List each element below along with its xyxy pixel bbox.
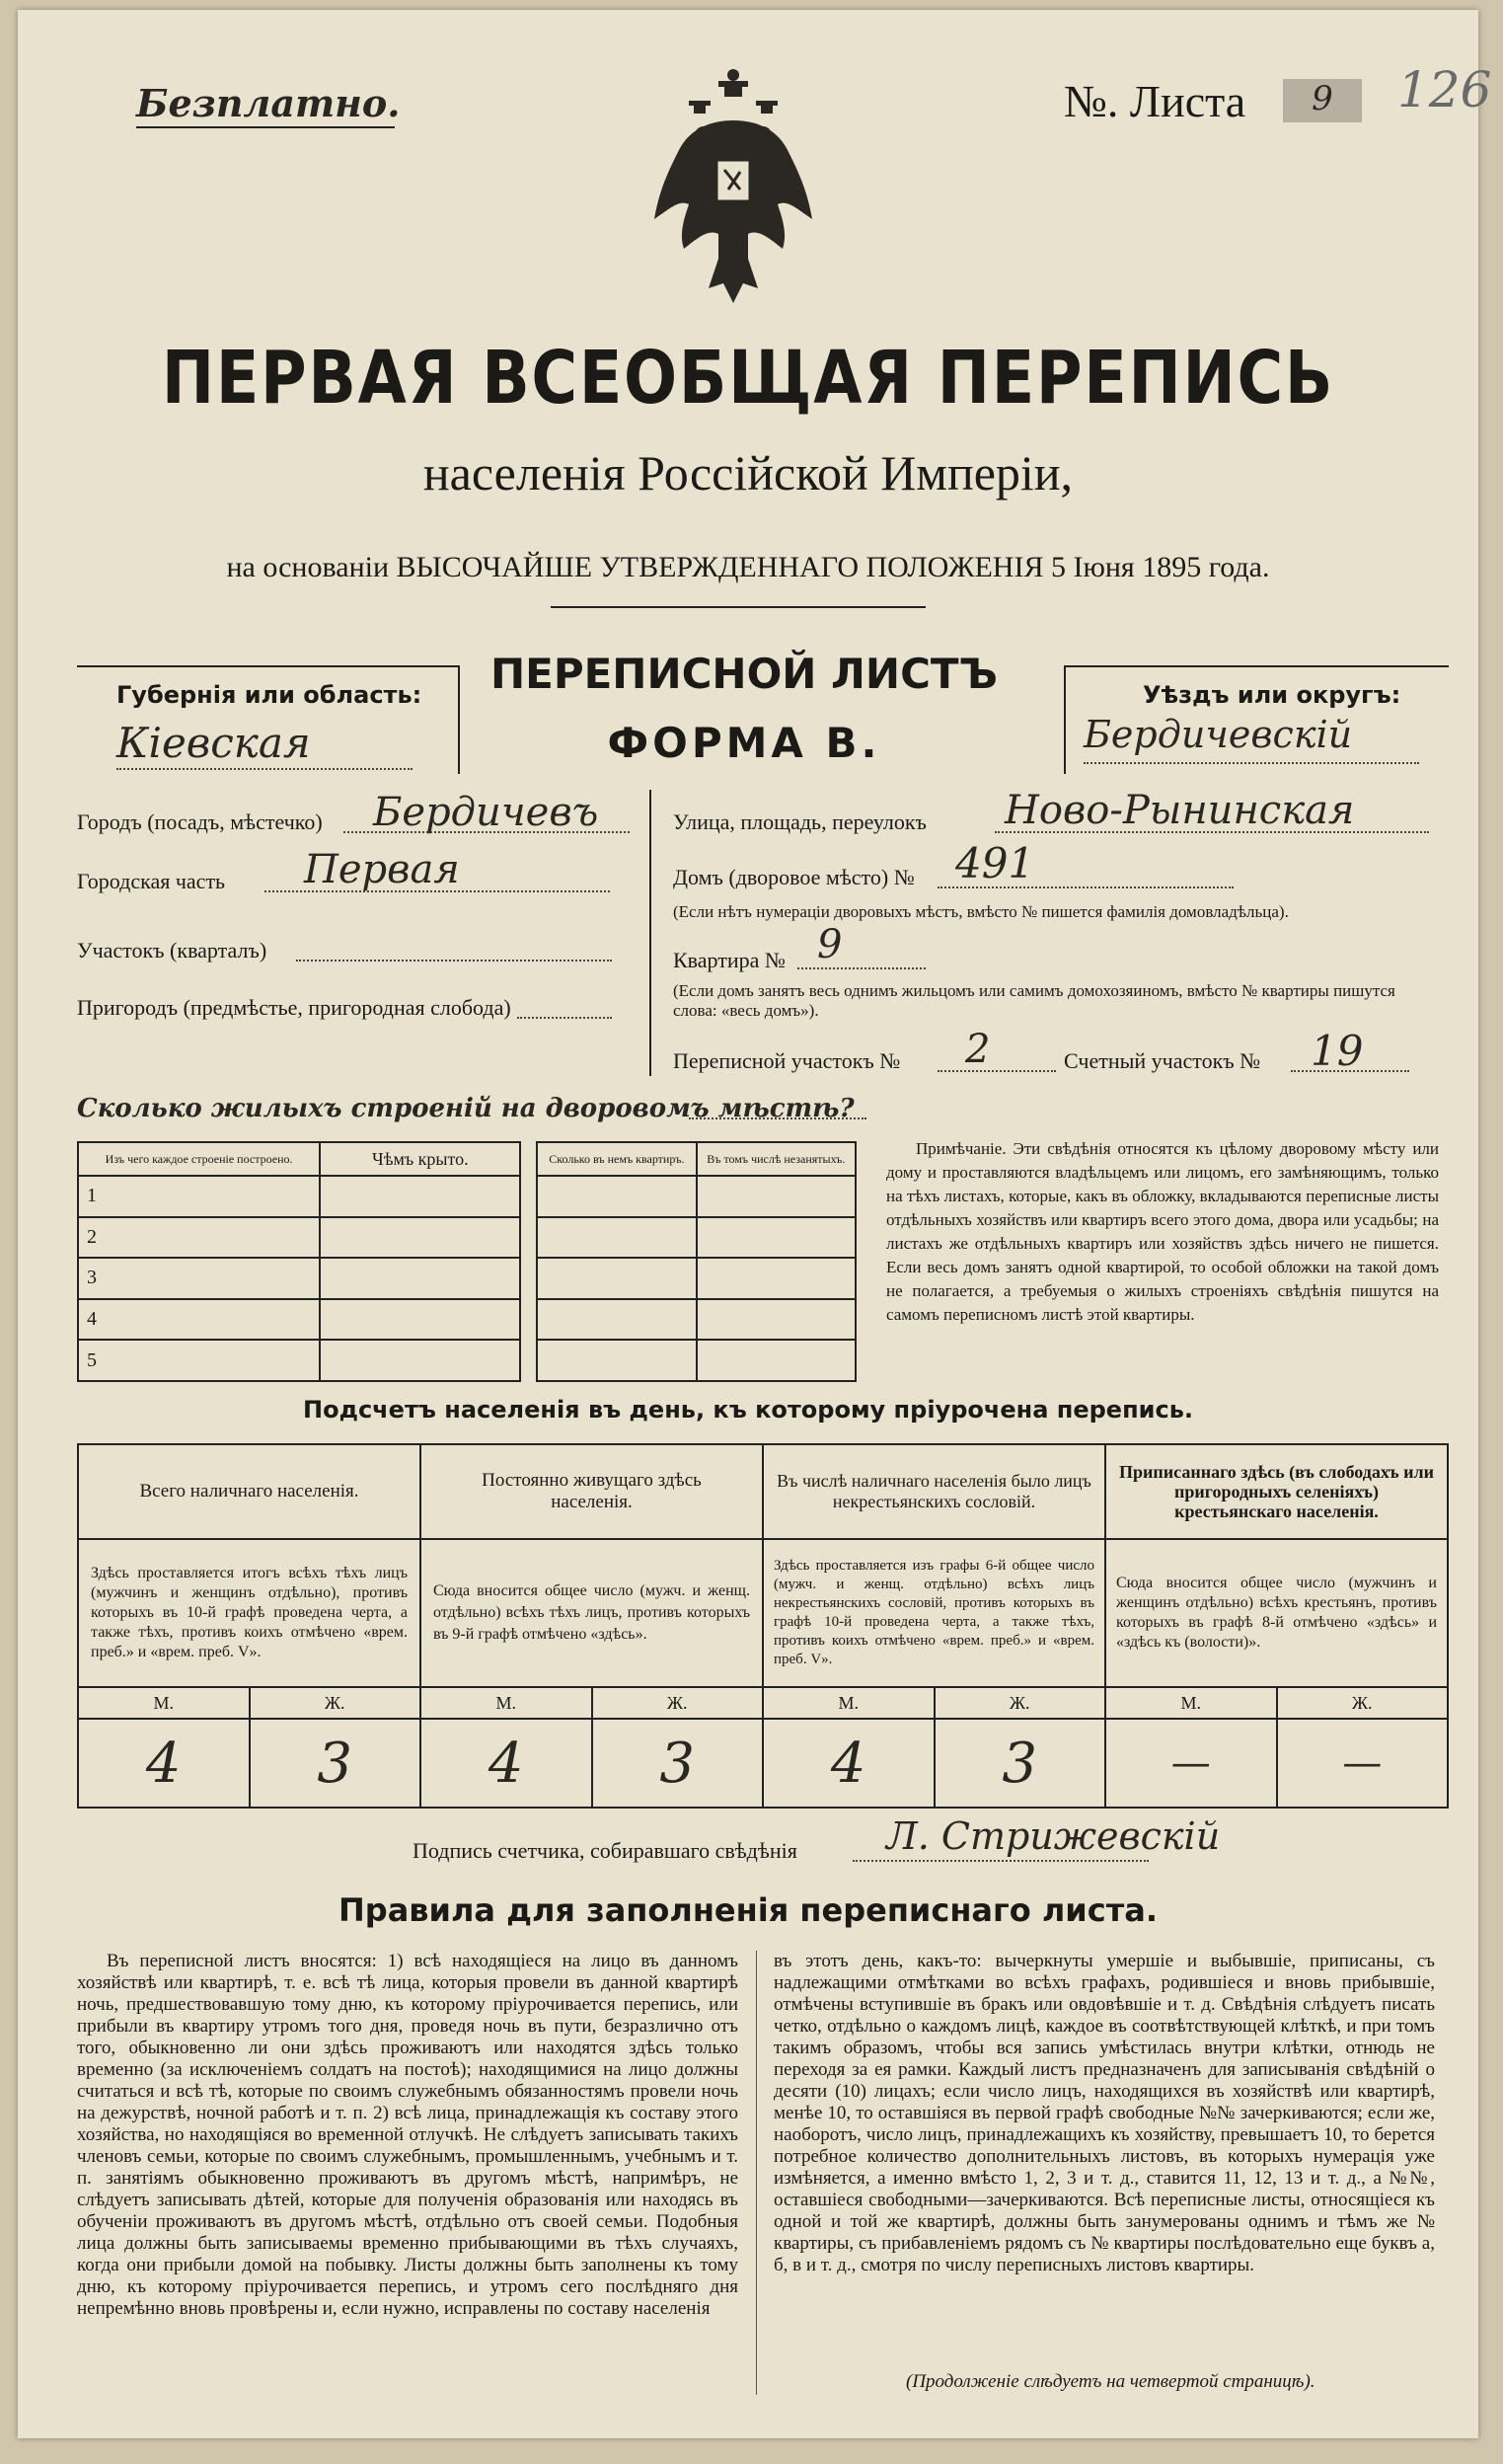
buildings-cell	[537, 1176, 696, 1217]
buildings-gap	[520, 1142, 537, 1176]
apartment-line	[797, 967, 926, 969]
population-head-total: Всего наличнаго населенія.	[78, 1444, 420, 1539]
buildings-col-apartments: Сколько въ немъ квартиръ.	[537, 1142, 696, 1176]
signature-value: Л. Стрижевскій	[886, 1814, 1221, 1858]
apartment-value: 9	[817, 922, 843, 967]
buildings-note: Примѣчаніе. Эти свѣдѣнія относятся къ цѣлому дворовому мѣсту или дому и проставляются владѣльцемъ или лицомъ, его замѣняющимъ, только на тѣхъ листахъ, которые, какъ въ обложку, вкладываются переписные листы отдѣльныхъ хозяйствъ или квартиръ всего этого дома, двора или усадьбы; на листахъ же отдѣльныхъ квартиръ или хозяйствъ здѣсь ничего не пишется. Если весь домъ занятъ одной квартирой, то особой обложки на такой домъ не полагается, а требуемыя о жилыхъ строеніяхъ свѣдѣнія пишутся на самомъ переписномъ листѣ этой квартиры.	[886, 1139, 1439, 1324]
buildings-cell	[697, 1176, 856, 1217]
city-part-label: Городская часть	[77, 869, 226, 893]
population-m-header: М.	[78, 1687, 250, 1719]
street-label: Улица, площадь, переулокъ	[673, 809, 927, 834]
form-name: ПЕРЕПИСНОЙ ЛИСТЪ	[489, 650, 999, 698]
buildings-line	[689, 1117, 866, 1119]
city-line	[343, 831, 630, 833]
count-area-line	[1291, 1070, 1409, 1072]
uezd-value: Бердичевскій	[1084, 713, 1353, 756]
gubernia-label: Губернія или область:	[116, 681, 422, 709]
apartment-note: (Если домъ занятъ весь однимъ жильцомъ или самимъ домохозяиномъ, вмѣсто № квартиры пишутся слова: «весь домъ»).	[673, 981, 1395, 1020]
census-title: ПЕРВАЯ ВСЕОБЩАЯ ПЕРЕПИСЬ	[161, 336, 1335, 421]
buildings-cell	[537, 1299, 696, 1341]
city-value: Бердичевъ	[373, 790, 599, 835]
form-code: ФОРМА В.	[607, 719, 881, 767]
census-basis: на основаніи ВЫСОЧАЙШЕ УТВЕРЖДЕННАГО ПОЛОЖЕНІЯ 5 Іюня 1895 года.	[226, 551, 1270, 583]
buildings-row-1: 1	[78, 1176, 320, 1217]
population-head-peasant: Приписаннаго здѣсь (въ слободахъ или пригородныхъ селеніяхъ) крестьянскаго населенія.	[1105, 1444, 1448, 1539]
population-peasant-f: —	[1277, 1719, 1449, 1808]
buildings-gap	[520, 1176, 537, 1217]
buildings-gap	[520, 1340, 537, 1381]
buildings-gap	[520, 1217, 537, 1259]
census-area-label: Переписной участокъ №	[673, 1048, 901, 1073]
buildings-cell	[320, 1258, 520, 1299]
buildings-col-roof: Чѣмъ крыто.	[320, 1142, 520, 1176]
gubernia-box-top	[77, 665, 460, 667]
house-label: Домъ (дворовое мѣсто) №	[673, 865, 915, 889]
buildings-cell	[697, 1258, 856, 1299]
population-desc-nonpeasant: Здѣсь проставляется изъ графы 6-й общее число (мужч. и женщ. отдѣльно) всѣхъ лицъ некрестьянскихъ сословій, противъ которыхъ въ графѣ 10-й проведена черта, а также тѣхъ, противъ коихъ отмѣчено «врем. преб.» и «врем. преб. V».	[763, 1539, 1105, 1687]
buildings-row-3: 3	[78, 1258, 320, 1299]
population-desc-permanent: Сюда вносится общее число (мужч. и женщ. отдѣльно) всѣхъ тѣхъ лицъ, противъ которыхъ въ 9-й графѣ отмѣчено «здѣсь».	[420, 1539, 763, 1687]
population-total-f: 3	[250, 1719, 421, 1808]
population-f-header: Ж.	[250, 1687, 421, 1719]
population-m-header: М.	[420, 1687, 592, 1719]
sheet-number-label: №. Листа	[1064, 76, 1246, 126]
free-underline	[136, 126, 395, 128]
district-label: Участокъ (кварталъ)	[77, 938, 267, 962]
population-desc-peasant: Сюда вносится общее число (мужчинъ и женщинъ отдѣльно) всѣхъ крестьянъ, противъ которыхъ въ графѣ 8-й отмѣчено «здѣсь» и «здѣсь къ (волости)».	[1105, 1539, 1448, 1687]
population-m-header: М.	[763, 1687, 935, 1719]
sheet-number-value: 9	[1283, 79, 1362, 122]
buildings-cell	[697, 1340, 856, 1381]
buildings-question: Сколько жилыхъ строеній на дворовомъ мѣстѣ?	[77, 1094, 855, 1123]
rules-continued: (Продолженіе слѣдуетъ на четвертой страницѣ).	[906, 2371, 1315, 2392]
street-value: Ново-Рынинская	[1005, 788, 1355, 833]
buildings-row-5: 5	[78, 1340, 320, 1381]
district-line	[296, 960, 612, 962]
gubernia-line	[116, 768, 413, 770]
rules-title: Правила для заполненія переписнаго листа.	[338, 1891, 1158, 1929]
buildings-gap	[520, 1258, 537, 1299]
uezd-label: Уѣздъ или округъ:	[1143, 681, 1401, 709]
population-title: Подсчетъ населенія въ день, къ которому пріурочена перепись.	[303, 1396, 1193, 1424]
population-permanent-f: 3	[592, 1719, 764, 1808]
gubernia-value: Кіевская	[116, 719, 311, 767]
house-value: 491	[955, 839, 1035, 887]
house-note: (Если нѣтъ нумераціи дворовыхъ мѣстъ, вмѣсто № пишется фамилія домовладѣльца).	[673, 902, 1289, 921]
free-label: Безплатно.	[136, 81, 401, 125]
population-permanent-m: 4	[420, 1719, 592, 1808]
suburb-line	[517, 1017, 612, 1019]
population-nonpeasant-m: 4	[763, 1719, 935, 1808]
rules-right-column: въ этотъ день, какъ-то: вычеркнуты умершіе и выбывшіе, приписаны, съ надлежащими отмѣтками во всѣхъ графахъ, родившіеся и вновь прибывшіе, отмѣчены вступившіе въ бракъ или овдовѣвшіе и т. д. Свѣдѣнія слѣдуетъ писать четко, отдѣльно о каждомъ лицѣ, каждое въ соотвѣтствующей клѣткѣ, и при томъ такимъ образомъ, чтобы вся запись умѣстилась внутри клѣтки, отнюдь не переходя за ея рамки. Каждый листъ предназначенъ для записыванія свѣдѣній о десяти (10) лицахъ; если число лицъ, находящихся въ хозяйствѣ или квартирѣ, менѣе 10, то оставшіяся въ первой графѣ свободные №№ зачеркиваются; если же, наоборотъ, число лицъ, принадлежащихъ къ хозяйству, превышаетъ 10, то берется потребное количество дополнительныхъ листовъ, въ которыхъ нумерація уже измѣняется, а именно вмѣсто 1, 2, 3 и т. д., ставится 11, 12, 13 и т. д., а №№, оставшіеся свободными—зачеркиваются. Всѣ переписные листы, относящіеся къ одной и той же квартирѣ, должны быть занумерованы однимъ и тѣмъ же № квартиры, съ прибавленіемъ рядомъ съ № квартиры послѣдовательно еще буквъ а, б, в и т. д., смотря по числу переписныхъ листовъ квартиры.	[774, 1951, 1435, 2275]
city-part-line	[264, 890, 610, 892]
city-label: Городъ (посадъ, мѣстечко)	[77, 809, 323, 834]
census-area-line	[938, 1070, 1056, 1072]
double-headed-eagle-emblem	[649, 61, 817, 308]
buildings-cell	[537, 1258, 696, 1299]
population-head-nonpeasant: Въ числѣ наличнаго населенія было лицъ некрестьянскихъ сословій.	[763, 1444, 1105, 1539]
buildings-cell	[537, 1217, 696, 1259]
apartment-label: Квартира №	[673, 948, 786, 972]
title-divider	[551, 606, 926, 608]
buildings-cell	[537, 1340, 696, 1381]
buildings-cell	[320, 1340, 520, 1381]
census-subtitle: населенія Россійской Имперіи,	[422, 445, 1074, 500]
archive-number: 126	[1397, 61, 1492, 118]
city-part-value: Первая	[304, 847, 460, 892]
population-table	[77, 1443, 1449, 1809]
buildings-row-4: 4	[78, 1299, 320, 1341]
rules-column-divider	[756, 1951, 757, 2395]
population-f-header: Ж.	[1277, 1687, 1449, 1719]
rules-left-column: Въ переписной листъ вносятся: 1) всѣ находящіеся на лицо въ данномъ хозяйствѣ или квартирѣ, т. е. всѣ тѣ лица, которыя провели въ данной квартирѣ ночь, предшествовавшую тому дню, къ которому пріурочивается перепись, или прибыли въ квартиру утромъ того дня, проведя ночь въ пути, безразлично отъ того, обыкновенно ли они здѣсь проживаютъ или находятся здѣсь только временно (за исключеніемъ солдатъ на постоѣ); находящимися на лицо должны считаться и всѣ тѣ, которые по своимъ служебнымъ обязанностямъ провели ночь на дежурствѣ, ночной работѣ и т. п. 2) всѣ лица, принадлежащія къ составу этого хозяйства, но находящіяся во временной отлучкѣ. Не слѣдуетъ записывать такихъ членовъ семьи, которые по своимъ служебнымъ, промышленнымъ, учебнымъ и т. п. занятіямъ обыкновенно проживаютъ въ другомъ мѣстѣ, напримѣръ, не слѣдуетъ записывать дѣтей, которые для полученія образованія или находясь въ обученіи проживаютъ въ другомъ мѣстѣ, отдѣльно отъ своей семьи. Подобныя лица должны быть записываемы временно прибывающими въ тѣхъ случаяхъ, когда они прибыли домой на побывку. Листы должны быть заполнены къ тому дню, къ которому пріурочивается перепись, и утромъ сего послѣдняго дня непремѣнно вновь провѣрены и, если нужно, исправлены по составу населенія	[77, 1951, 738, 2319]
signature-line	[853, 1860, 1149, 1862]
buildings-cell	[697, 1299, 856, 1341]
census-area-value: 2	[965, 1027, 991, 1072]
street-line	[995, 831, 1429, 833]
buildings-cell	[320, 1217, 520, 1259]
house-line	[938, 886, 1234, 888]
population-f-header: Ж.	[935, 1687, 1106, 1719]
population-total-m: 4	[78, 1719, 250, 1808]
population-head-permanent: Постоянно живущаго здѣсь населенія.	[420, 1444, 763, 1539]
uezd-box-top	[1064, 665, 1449, 667]
uezd-box-left	[1064, 665, 1066, 774]
gubernia-box-right	[458, 665, 460, 774]
signature-label: Подпись счетчика, собиравшаго свѣдѣнія	[413, 1838, 797, 1863]
uezd-line	[1084, 762, 1419, 764]
buildings-table	[77, 1141, 857, 1382]
population-m-header: М.	[1105, 1687, 1277, 1719]
address-divider	[649, 790, 651, 1076]
population-desc-total: Здѣсь проставляется итогъ всѣхъ тѣхъ лицъ (мужчинъ и женщинъ отдѣльно), противъ которыхъ въ 10-й графѣ проведена черта, а также тѣхъ, противъ коихъ отмѣчено «врем. преб.» и «врем. преб. V».	[78, 1539, 420, 1687]
buildings-col-material: Изъ чего каждое строеніе построено.	[78, 1142, 320, 1176]
buildings-cell	[697, 1217, 856, 1259]
count-area-label: Счетный участокъ №	[1064, 1048, 1261, 1073]
population-f-header: Ж.	[592, 1687, 764, 1719]
buildings-row-2: 2	[78, 1217, 320, 1259]
buildings-cell	[320, 1299, 520, 1341]
count-area-value: 19	[1311, 1027, 1364, 1075]
buildings-col-vacant: Въ томъ числѣ незанятыхъ.	[697, 1142, 856, 1176]
buildings-cell	[320, 1176, 520, 1217]
suburb-label: Пригородъ (предмѣстье, пригородная слобода)	[77, 995, 511, 1020]
population-nonpeasant-f: 3	[935, 1719, 1106, 1808]
census-sheet-page	[18, 10, 1492, 2438]
buildings-gap	[520, 1299, 537, 1341]
population-peasant-m: —	[1105, 1719, 1277, 1808]
